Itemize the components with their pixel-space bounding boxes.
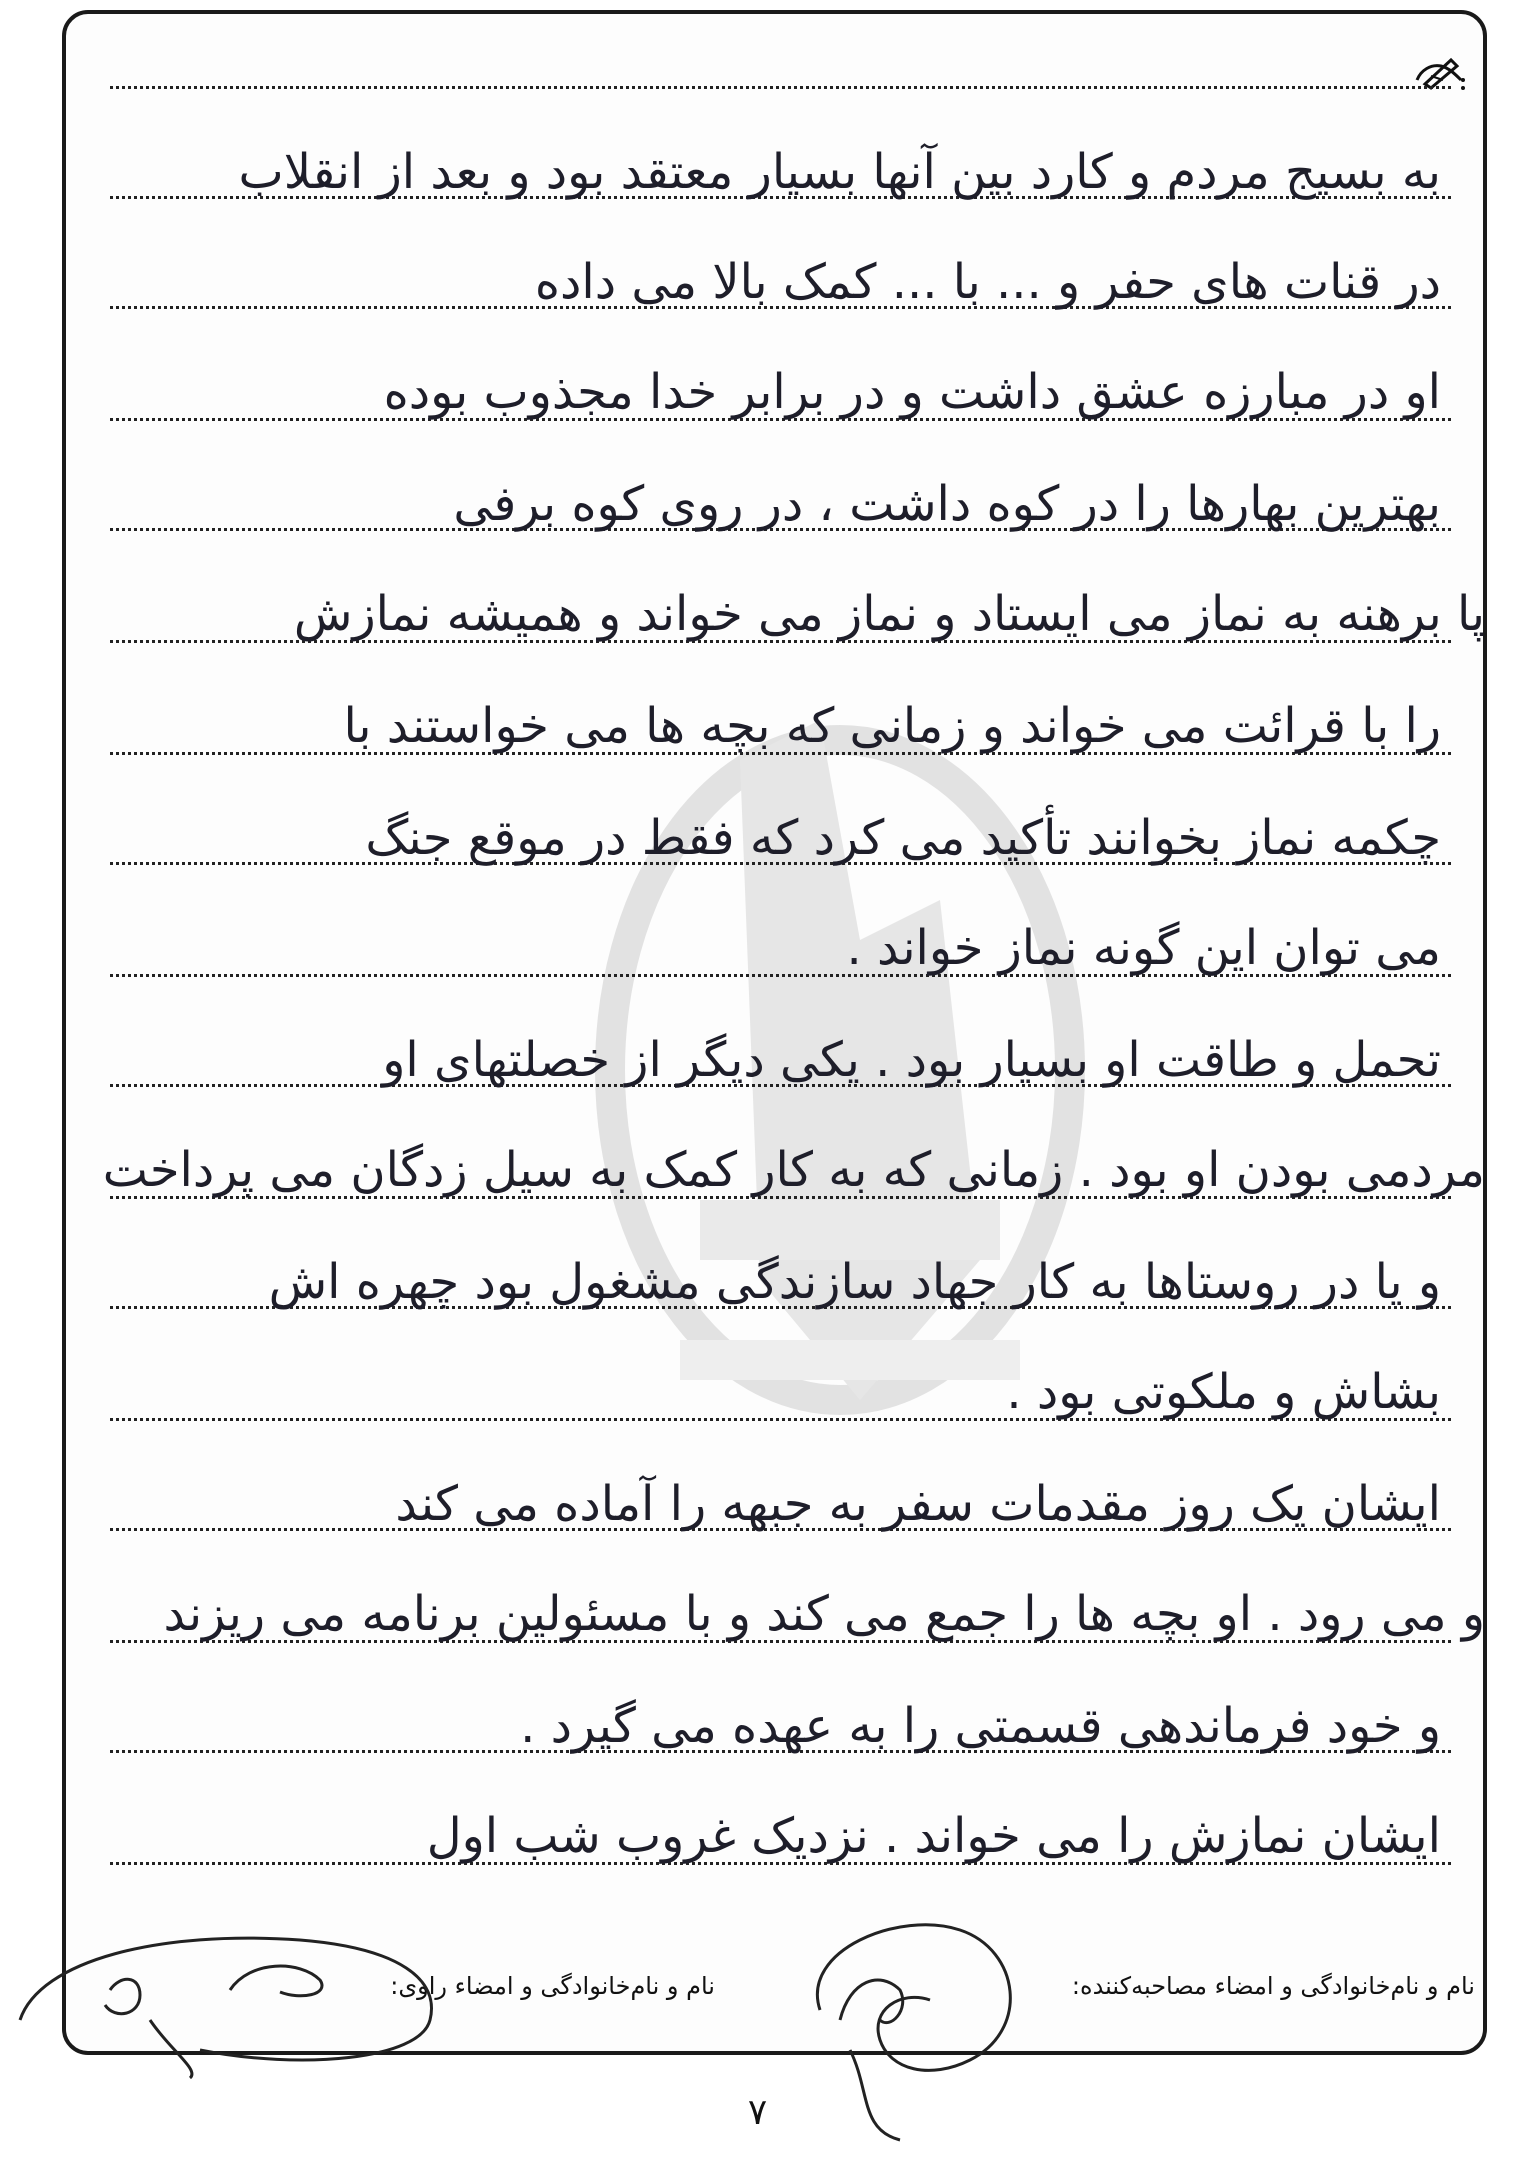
handwritten-line-2: در قنات های حفر و ... با ... کمک بالا می داده — [534, 254, 1441, 310]
handwritten-line-14: و می رود . او بچه ها را جمع می کند و با مسئولین برنامه می ریزند — [163, 1586, 1485, 1642]
interviewer-label: نام و نام‌خانوادگی و امضاء مصاحبه‌کننده: — [1071, 1972, 1475, 2000]
handwritten-line-9: تحمل و طاقت او بسیار بود . یکی دیگر از خصلتهای او — [382, 1032, 1441, 1088]
handwritten-line-3: او در مبارزه عشق داشت و در برابر خدا مجذوب بوده — [383, 364, 1441, 420]
handwritten-line-7: چکمه نماز بخوانند تأکید می کرد که فقط در موقع جنگ — [365, 810, 1441, 866]
handwritten-line-13: ایشان یک روز مقدمات سفر به جبهه را آماده می کند — [395, 1476, 1441, 1532]
handwritten-line-8: می توان این گونه نماز خواند . — [846, 920, 1441, 976]
handwritten-line-5: پا برهنه به نماز می ایستاد و نماز می خواند و همیشه نمازش — [293, 586, 1485, 642]
handwritten-line-12: بشاش و ملکوتی بود . — [1006, 1364, 1441, 1420]
handwritten-line-16: ایشان نمازش را می خواند . نزدیک غروب شب اول — [426, 1808, 1441, 1864]
handwritten-line-11: و یا در روستاها به کار جهاد سازندگی مشغول بود چهره اش — [268, 1254, 1441, 1310]
ruled-line — [110, 86, 1451, 89]
handwritten-line-10: مردمی بودن او بود . زمانی که به کار کمک به سیل زدگان می پرداخت — [102, 1142, 1485, 1198]
handwritten-line-1: به بسیج مردم و کارد بین آنها بسیار معتقد بود و بعد از انقلاب — [238, 144, 1441, 200]
narrator-signature-icon — [0, 1920, 460, 2080]
handwritten-line-6: را با قرائت می خواند و زمانی که بچه ها می خواستند با — [343, 698, 1441, 754]
page-number: ۷ — [747, 2092, 768, 2133]
handwritten-line-15: و خود فرماندهی قسمتی را به عهده می گیرد . — [520, 1698, 1441, 1754]
narrator-label: نام و نام‌خانوادگی و امضاء راوی: — [390, 1972, 715, 2000]
handwritten-line-4: بهترین بهارها را در کوه داشت ، در روی کوه برفی — [453, 476, 1441, 532]
